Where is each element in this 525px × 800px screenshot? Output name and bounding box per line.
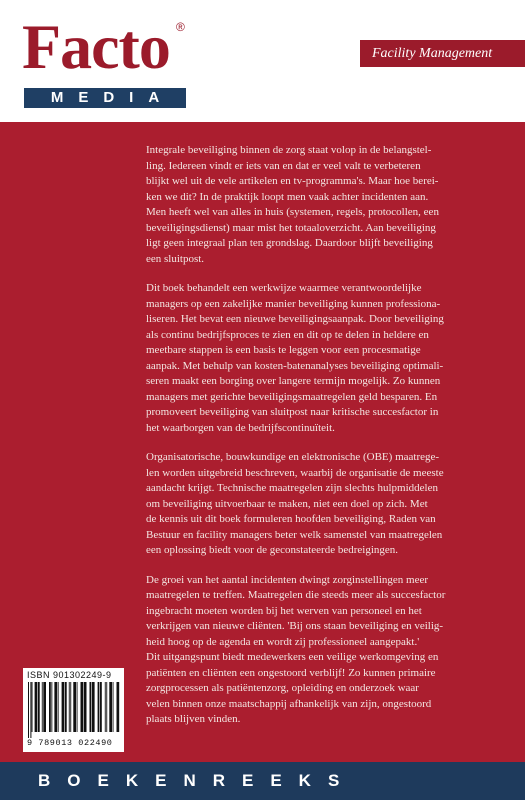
barcode-bar [69,682,70,732]
barcode-bar [117,682,120,732]
barcode-bar [105,682,106,732]
barcode-digits: 9 789013 022490 [27,738,113,748]
barcode-bar [43,682,46,732]
barcode-bar [32,682,33,732]
barcode-bar [77,682,78,732]
barcode-guard-bar [30,682,31,738]
barcode-bar [42,682,43,732]
barcode-bar [109,682,112,732]
barcode-bar [113,682,114,732]
barcode-bar [98,682,100,732]
barcode-bar [73,682,76,732]
barcode-bar [81,682,84,732]
barcode-bar [90,682,92,732]
barcode-graphic [27,682,120,738]
barcode-bar [84,682,87,732]
barcode-bar [62,682,65,732]
blurb-paragraph: Organisatorische, bouwkundige en elektronische (OBE) maatrege- len worden uitgebreid beschreven, waarbij de organisatie de meeste aandacht krijgt. Technische maatregelen zijn slechts hulpmiddelen om beveiliging uitvoerbaar te maken, niet een doel op zich. Met de kennis uit dit boek formuleren hoofden beveiliging, Raden van Bestuur en facility managers beter welk samenstel van maatregelen een oplossing biedt voor de geconstateerde bedreigingen. [146,451,444,556]
registered-mark: ® [176,20,185,34]
publisher-header [0,0,525,122]
blurb-paragraph: Dit boek behandelt een werkwijze waarmee verantwoordelijke managers op een zakelijke manier beveiliging kunnen professiona- liseren. Het bevat een nieuwe beveiligingsaanpak. Door beveiliging als continu bedrijfsproces te zien en dit op te delen in heldere en meetbare stappen is een basis te leggen voor een procesmatige aanpak. Met behulp van kosten-batenanalyses beveiliging optimali- seren maakt een borging over langere termijn mogelijk. Zo kunnen managers met gerichte beveiligingsmaatregelen geld besparen. En promoveert beveiliging van sluitpost naar kritische succesfactor in het waarborgen van de bedrijfscontinuïteit. [146,282,444,434]
blurb-paragraph: De groei van het aantal incidenten dwingt zorginstellingen meer maatregelen te treffen. Maatregelen die steeds meer als succesfactor ingebracht moeten worden bij het werven van personeel en het verkrijgen van nieuwe cliënten. 'Bij ons staan beveiliging en veilig- heid hoog op de agenda en wordt zij professioneel aangepakt.' Dit uitgangspunt biedt medewerkers een veilige werkomgeving en patiënten en cliënten een ongestoord verblijf! Zo kunnen primaire zorgprocessen als patiëntenzorg, opleiding en onderzoek waar velen binnen onze maatschappij afhankelijk van zijn, ongestoord plaats blijven vinden. [146,573,446,725]
barcode-bar [65,682,67,732]
barcode-bar [106,682,107,732]
blurb-paragraph: Integrale beveiliging binnen de zorg staat volop in de belangstel- ling. Iedereen vindt er iets van en dat er veel valt te verbeteren blijkt wel uit de vele artikelen en tv-programma's. Maar hoe berei- ken we dit? In de praktijk loopt men vaak achter incidenten aan. Men heeft wel van alles in huis (systemen, regels, protocollen, een beveiligingsdienst) maar mist het totaaloverzicht. Aan beveiliging ligt geen integraal plan ten grondslag. Daardoor blijft beveiliging een sluitpost. [146,144,439,265]
barcode-bar [35,682,38,732]
barcode-bar [70,682,71,732]
barcode-bar [54,682,57,732]
series-band: BOEKENREEKS [0,762,525,800]
barcode-bar [49,682,51,732]
isbn-barcode-box [23,668,124,752]
barcode-bar [92,682,95,732]
isbn-label: ISBN 901302249-9 [27,670,112,680]
barcode-guard-bar [28,682,29,738]
barcode-bar [51,682,52,732]
publisher-logo-wordmark: Facto [22,11,170,82]
blurb-text [146,143,514,742]
barcode-bar [100,682,102,732]
barcode-bar [58,682,59,732]
barcode-bar [38,682,40,732]
publisher-logo-subline: MEDIA [24,88,186,108]
series-tag: Facility Management [360,40,525,67]
